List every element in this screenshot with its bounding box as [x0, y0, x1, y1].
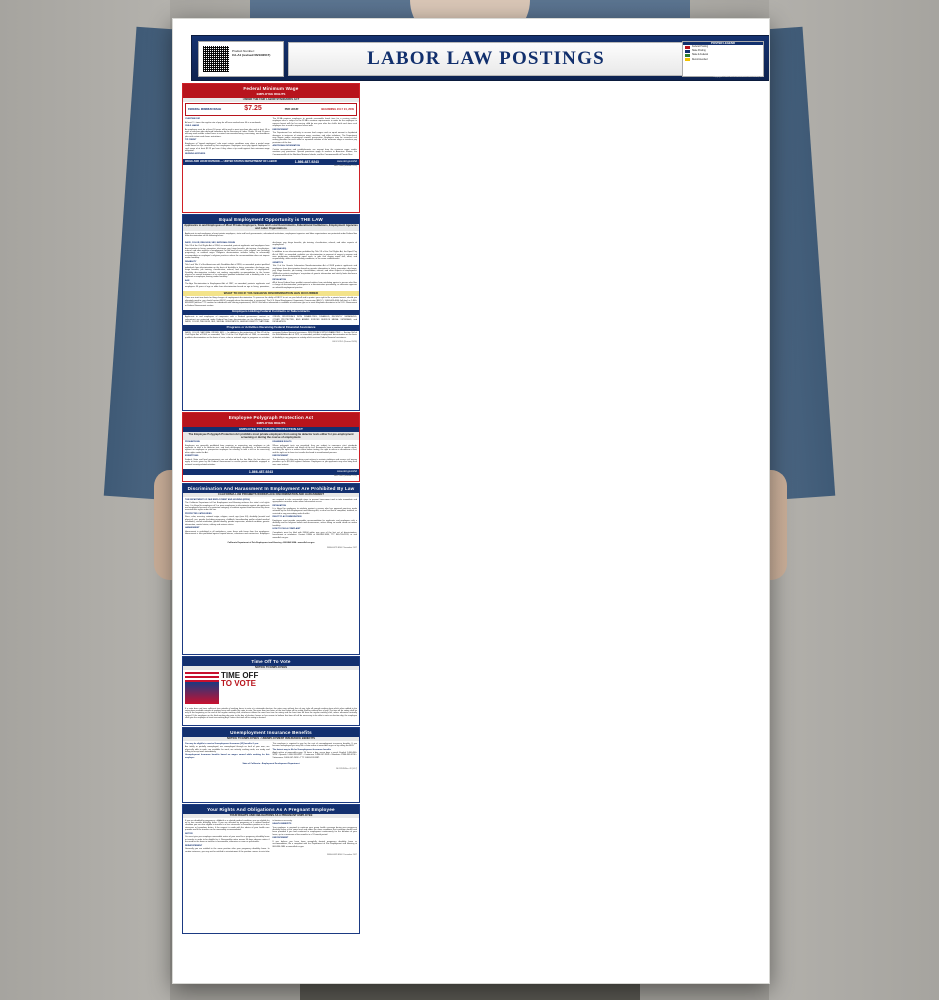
how-to-file-title: WHAT TO DO IF YOU BELIEVE DISCRIMINATION HAS OCCURRED — [183, 291, 359, 296]
section-paragraph: Employers must provide reasonable accommodation for applicants and employees with a disability and for religious beliefs and observances, unless doing so would create an undue hardship. — [272, 519, 357, 527]
section-subtitle: CALIFORNIA LAW PROHIBITS WORKPLACE DISCRIMINATION AND HARASSMENT — [183, 493, 359, 498]
section-heading: ENFORCEMENT — [272, 128, 289, 131]
legend-label: Federal Posting — [692, 46, 709, 49]
section-paragraph: You must give your employer reasonable notice of your need for a pregnancy disability leave or transfer in order to be eligible for it. Reasonable notice means 30 days advance notice if the need for the leave or transfer is foreseeable, otherwise as soon as practicable. — [185, 836, 270, 844]
section-intro: Applicants to and employees of most private employers, state and local governments, educational institutions, employment agencies and labor organizations are protected under Federal law from discrimination on the following bases: — [185, 232, 357, 238]
contact-line: California Department of Fair Employment and Housing • 800-884-1684 • www.dfeh.ca.gov — [227, 541, 315, 544]
section-paragraph: At least 1½ times the regular rate of pay for all hours worked over 40 in a workweek. — [185, 121, 262, 124]
section-paragraph: Where polygraph tests are permitted, they are subject to numerous strict standards concerning the conduct and length of the test. Examinees have a number of specific rights, including the right to a written notice before testing, the right to refuse or discontinue a test, and the right not to have test results disclosed to unauthorized persons. — [272, 444, 357, 454]
section-paragraph: If you believe you have been wrongfully denied pregnancy disability leave or accommodation, file a complaint with the Department of Fair Employment and Housing at 800-884-1684 or www.dfeh.ca.gov. — [272, 840, 357, 848]
form-number: EEOC-P/E-1 (Revised 11/09) — [332, 341, 357, 344]
form-number: DE 1857A Rev. 43 (1-17) — [336, 768, 357, 771]
copyright-text: Copyright © 2017 ELITE BUSINESS VENTURES, INC. — [713, 76, 764, 78]
section-heading: REINSTATEMENT — [185, 844, 203, 847]
section-heading: NURSING MOTHERS — [185, 153, 206, 156]
agency-name: WAGE AND HOUR DIVISION — UNITED STATES DEPARTMENT OF LABOR — [185, 160, 277, 164]
section-title: Federal Minimum Wage — [183, 84, 359, 93]
section-title: Unemployment Insurance Benefits — [183, 728, 359, 737]
section-subtitle: NOTICE TO EMPLOYEES • UNEMPLOYMENT INSURANCE BENEFITS — [183, 737, 359, 742]
page-title — [288, 42, 684, 76]
section-paragraph: An employee must be at least 16 years old to work in most non-farm jobs and at least 18 to work in non-farm jobs declared hazardous by the Secretary of Labor. Youths 14 and 15 years old may work outside school hours in various non-manufacturing, non-mining, non-hazardous jobs with certain work hours restrictions. — [185, 128, 270, 138]
section-paragraph: Employers are generally prohibited from requiring or requesting any employee or job applicant to take a lie detector test, and from discharging, disciplining, or discriminating against an employee or prospective employee for refusing to take a test or for exercising other rights under the Act. — [185, 444, 270, 454]
section-paragraph: Title II of the Genetic Information Nondiscrimination Act of 2008 protects applicants and employees from discrimination based on genetic information in hiring, promotion, discharge, pay, fringe benefits, job training, classification, referral, and other aspects of employment. GINA also restricts employers' acquisition of genetic information and strictly limits disclosure of genetic information. — [272, 265, 357, 277]
section-banner: EMPLOYEE RIGHTS — [183, 422, 359, 427]
poster-sheet — [182, 27, 764, 975]
section-subtitle: YOUR RIGHTS AND OBLIGATIONS AS A PREGNANT EMPLOYEE — [183, 814, 359, 819]
section-paragraph: The California Department of Fair Employment and Housing enforces the state's civil rights laws. It is illegal for employers of 5 or more employees to discriminate against job applicants and employees because of a protected category, or retaliate against them because they have asserted their rights under the law. — [185, 502, 270, 512]
section-title: Equal Employment Opportunity is THE LAW — [183, 215, 359, 224]
legend-label: Recommended — [692, 58, 708, 61]
how-to-file-text: There are strict time limits for filing charges of employment discrimination. To preserve the ability of EEOC to act on your behalf and to protect your right to file a private lawsuit, should you ultimately need to, you should contact EEOC promptly when discrimination is suspected: The U.S. Equal Employment Opportunity Commission (EEOC), 1-800-669-4000 (toll-free) or 1-800-669-6820 (toll-free TTY number for individuals with hearing impairments). EEOC field office information is available at www.eeoc.gov or in most telephone directories in the U.S. Government or Federal Government section. — [185, 297, 357, 307]
footer-phone: 1-866-487-9243 — [248, 469, 274, 474]
section-paragraph: Federal, State and local governments are not affected by the law. Also, the law does not apply to tests given by the Federal Government to certain private individuals engaged in national security-related activities. — [185, 458, 270, 466]
section-subtitle: NOTICE TO EMPLOYEES — [183, 666, 359, 671]
legend-swatch — [685, 54, 690, 57]
section-title: Time Off To Vote — [183, 657, 359, 666]
form-number: WHD 1462 (Revised 07/16) — [333, 474, 357, 477]
section-banner-sub: EMPLOYEE POLYGRAPH PROTECTION ACT — [183, 427, 359, 432]
section-heading: SEX (WAGES) — [272, 247, 287, 250]
wage-label: FEDERAL MINIMUM WAGE — [188, 107, 222, 111]
form-number: DFEH-E09P-ENG / December 2017 — [326, 854, 357, 857]
sub-block-text-2: RACE, COLOR, NATIONAL ORIGIN, SEX — In addition to the protections of Title VII of the Civil Rights Act of 1964, as amended, Title VI of the Civil Rights Act of 1964, as amended, prohibits discrimination on the basis of race, color or national origin in programs or activities receiving Federal financial assistance. INDIVIDUALS WITH DISABILITIES — Section 504 of the Rehabilitation Act of 1973, as amended, prohibits employment discrimination on the basis of disability in any program or activity which receives Federal financial assistance. — [185, 332, 357, 339]
sub-block-title-2: Programs or Activities Receiving Federal Financial Assistance — [183, 325, 359, 330]
legend-swatch — [685, 50, 690, 53]
poster-masthead — [191, 35, 770, 81]
section-heading: RIGHT TO ACCOMMODATION — [272, 516, 302, 519]
section-heading: RETALIATION — [272, 504, 286, 507]
section-subtitle: The Employee Polygraph Protection Act prohibits most private employers from using lie detector tests either for pre-employment screening or during the course of employment. — [183, 432, 359, 440]
section-paragraph: The Age Discrimination in Employment Act of 1967, as amended, protects applicants and employees 40 years of age or older from discrimination based on age in hiring, promotion, discharge, pay, fringe benefits, job training, classification, referral, and other aspects of employment. — [185, 241, 357, 288]
section-paragraph: Apply online at www.edd.ca.gov, 24 hours a day, seven days a week. English 1-800-300-5616 • Spanish 1-800-326-8937 • Cantonese 1-800-547-3506 • Mandarin 1-866-303-0706 • Vietnamese 1-800-547-2058 • TTY 1-800-815-9387. — [272, 752, 357, 759]
section-paragraph: Race, color, ancestry, national origin, religion, creed, age (over 40), disability (mental and physical), sex, gender (including pregnancy, childbirth, breastfeeding and/or related medical conditions), sexual orientation, gender identity, gender expression, medical condition, genetic information, marital status, military and veteran status. — [185, 516, 270, 526]
section-heading: EXAMINEE RIGHTS — [272, 441, 292, 444]
legend-swatch — [685, 46, 690, 49]
footer-phone: 1-866-487-9243 — [294, 159, 319, 164]
section-paragraph: Title I and Title V of the Americans with Disabilities Act of 1990, as amended, protect qualified individuals from discrimination on the basis of disability in hiring, promotion, discharge, pay, fringe benefits, job training, classification, referral, and other aspects of employment. Disability discrimination includes not making reasonable accommodation to the known physical or mental limitations of an otherwise qualified individual with a disability who is an applicant or employee, barring undue hardship. — [185, 264, 270, 279]
section-heading: ENFORCEMENT — [272, 837, 289, 840]
legend-label: State Posting — [692, 50, 706, 53]
section-heading: ADDITIONAL INFORMATION — [272, 145, 300, 148]
product-number-value: CA-A1 (revised 06/13/2017) — [232, 53, 271, 58]
section-paragraph: Employers of "tipped employees" who meet certain conditions may claim a partial wage credit based on tips received by their employees. Employers must pay tipped employees a cash wage of at least $2.13 per hour if they claim a tip credit against their minimum wage obligation. — [185, 142, 270, 152]
section-heading: RACE, COLOR, RELIGION, SEX, NATIONAL ORIGIN — [185, 241, 235, 244]
section-paragraph: It is illegal for employers to retaliate against a person who has opposed practices made unlawful by the Fair Employment and Housing Act, or who has filed a complaint, testified, or assisted in any proceeding under the Act. — [272, 508, 357, 515]
section-heading: AGE — [185, 279, 190, 282]
product-number-label: Product Number: — [232, 49, 255, 53]
poster-section-unemployment-insurance-benefits — [182, 727, 360, 803]
section-paragraph: The Secretary of Labor may bring court actions to restrain violations and assess civil money penalties up to $10,000 against violators. Employees or job applicants may also bring their own court actions. — [272, 458, 357, 466]
product-number-box — [198, 41, 284, 77]
poster-section-time-off-to-vote — [182, 656, 360, 726]
legend-swatch — [685, 58, 690, 61]
section-heading: CHILD LABOR — [185, 125, 200, 128]
legend-item — [683, 58, 763, 62]
section-paragraph: Your employer is required to continue your group health coverage during your pregnancy disability leave at the same level and under the same conditions that coverage would have been provided if you had continued in employment continuously for the duration of your leave, up to a maximum of four months in a 12-month period. — [272, 826, 357, 836]
section-paragraph: Are totally or partially unemployed; are unemployed through no fault of your own; are physically able to work; are available for work; are actively seeking work; are ready and willing to accept work immediately. — [185, 746, 270, 753]
poster-section-federal-minimum-wage — [182, 83, 360, 213]
section-text: If a voter does not have sufficient time outside of working hours to vote at a statewide election, the voter may, without loss of pay, take off enough working time which when added to the voting time available outside of working hours will enable the voter to vote. No more than two hours of the time taken off for voting shall be without loss of pay. The time off for voting shall be only at the beginning or the end of the regular working shift, whichever allows the most free time for voting and the least time off from the regular working shift, unless otherwise mutually agreed. If the employee on the third working day prior to the day of election, knows or has reason to believe that time off will be necessary to be able to vote on election day, the employee shall give the employer at least two working days' notice that time off for voting is desired. — [185, 707, 357, 720]
section-heading: GENETICS — [272, 261, 283, 264]
section-banner: EMPLOYEE RIGHTS — [183, 93, 359, 98]
labor-law-poster — [172, 18, 770, 984]
section-heading: TIP CREDIT — [185, 139, 197, 142]
agency-name: State of California • Employment Development Department — [242, 763, 300, 766]
sub-block-title-1: Employers Holding Federal Contracts or Subcontracts — [183, 310, 359, 315]
section-paragraph: All of these Federal laws prohibit covered entities from retaliating against a person who files a charge of discrimination, participates in a discrimination proceeding, or otherwise opposes an unlawful employment practice. — [272, 282, 357, 289]
page-title-text: LABOR LAW POSTINGS — [367, 47, 605, 69]
section-paragraph: Certain occupations and establishments are exempt from the minimum wage, and/or overtime pay provisions. Special provisions apply to workers in American Samoa, the Commonwealth of the Northern Mariana Islands, and the Commonwealth of Puerto Rico. — [272, 148, 357, 156]
section-paragraph: Generally you are entitled to the same position after your pregnancy disability leave. In certain instances, you may not be entitled to reinstatement if the position ceases to exist due to business necessity. — [185, 819, 293, 853]
poster-section-employee-polygraph-protection-act — [182, 412, 360, 482]
section-heading: THE DEPARTMENT OF FAIR EMPLOYMENT AND HOUSING (DFEH) — [185, 498, 250, 501]
section-paragraph: If you are disabled by pregnancy, childbirth or a related medical condition, you are eligible for up to four months disability leave. If you are affected by pregnancy or a related medical condition you are also eligible to transfer to a less strenuous or hazardous position or to less strenuous or hazardous duties, if the request is made with the advice of your health care provider and if the transfer can be reasonably accommodated. — [185, 819, 270, 832]
section-heading: Unemployment Insurance benefits based on wages earned while working for this employer: — [185, 754, 270, 759]
section-heading: PROHIBITIONS — [185, 441, 200, 444]
section-heading: DISABILITY — [185, 260, 197, 263]
legend-title: POSTER LEGEND — [683, 42, 763, 45]
legend-label: State & Federal — [692, 54, 708, 57]
section-heading: The fastest way to file for Unemployment Insurance benefits — [272, 748, 332, 751]
poster-section-discrimination-harassment-prohibited — [182, 483, 360, 655]
section-heading: RETALIATION — [272, 278, 286, 281]
section-heading: HOW TO FILE A COMPLAINT — [272, 528, 301, 531]
section-paragraph: In addition to sex discrimination prohibited by Title VII of the Civil Rights Act, the Equal Pay Act of 1963, as amended, prohibits sex discrimination in payment of wages to women and men performing substantially equal work, in jobs that require equal skill, effort, and responsibility, under similar working conditions, in the same establishment. — [272, 251, 357, 261]
section-title: Your Rights And Obligations As A Pregnant Employee — [183, 805, 359, 814]
form-number: WHD 1088 (Revised 07/16) — [333, 164, 357, 167]
section-paragraph: The Department has authority to recover back wages and an equal amount in liquidated damages in instances of minimum wage, overtime, and other violations. The Department may litigate and/or recommend criminal prosecution. Employers may be assessed civil money penalties for each willful or repeated violation of the minimum wage or overtime pay provisions of the law. — [272, 132, 357, 144]
section-heading: ENFORCEMENT — [272, 455, 289, 458]
section-heading: EXEMPTIONS — [185, 455, 199, 458]
flag-graphic-lower — [185, 682, 219, 704]
form-number: DFEH-E07P-ENG / November 2017 — [326, 546, 357, 549]
footer-url: www.dol.gov/whd — [336, 470, 357, 474]
section-heading: HEALTH BENEFITS — [272, 823, 292, 826]
section-subtitle: Applicants to and Employees of Most Private Employers, State and Local Governments, Educational Institutions, Employment Agencies and Labor Organizations — [184, 224, 358, 231]
poster-section-eeo-is-the-law — [182, 214, 360, 411]
section-heading: You may be eligible to receive Unemployment Insurance (UI) benefits if you: — [185, 742, 259, 745]
footer-url: www.dol.gov/whd — [336, 160, 357, 164]
section-paragraph: The FLSA requires employers to provide reasonable break time for a nursing mother employee who is subject to the FLSA's overtime requirements in order for the employee to express breast milk for her nursing child for one year after the child's birth each time such employee has a need to express breast milk. — [272, 118, 357, 128]
vote-headline-1: TIME OFF — [221, 671, 259, 681]
section-heading: PROTECTED CATEGORIES — [185, 512, 212, 515]
poster-legend — [682, 41, 764, 77]
section-heading: NOTICE — [185, 832, 193, 835]
section-paragraph: Harassment is prohibited in all workplaces, even those with fewer than five employees. Harassment is also prohibited against unpaid interns, volunteers and contractors. Employers are required to take reasonable steps to prevent harassment and to take immediate and appropriate corrective action when harassment occurs. — [185, 498, 357, 535]
wage-value: $7.25 — [244, 105, 262, 113]
vote-headline-2: TO VOTE — [221, 679, 256, 689]
section-title: Employee Polygraph Protection Act — [183, 413, 359, 422]
section-title: Discrimination And Harassment In Employment Are Prohibited By Law — [183, 484, 359, 493]
section-paragraph: Complaints must be filed with DFEH within one year of the last act of discrimination, harassment or retaliation. Contact DFEH at 800-884-1684, TTY 800-700-2320, or visit www.dfeh.ca.gov. — [272, 531, 357, 539]
section-subtitle: UNDER THE FAIR LABOR STANDARDS ACT — [183, 98, 359, 103]
sub-block-text-1: Applicants to and employees of companies with a Federal government contract or subcontract are protected under Federal law from discrimination on the following bases: RACE, COLOR, RELIGION, SEX, SEXUAL ORIENTATION, GENDER IDENTITY, NATIONAL ORIGIN; INDIVIDUALS WITH DISABILITIES; DISABLED, RECENTLY SEPARATED, OTHER PROTECTED, AND ARMED FORCES SERVICE MEDAL VETERANS; and RETALIATION. — [185, 316, 357, 323]
section-paragraph: This employer is required to pay for the cost of unemployment insurance benefits. If you become unemployed you may file a claim online at www.edd.ca.gov or by calling the EDD. — [272, 742, 357, 748]
poster-section-pregnant-employee-rights — [182, 804, 360, 934]
section-paragraph: Title VII of the Civil Rights Act of 1964, as amended, protects applicants and employees from discrimination in hiring, promotion, discharge, pay, fringe benefits, job training, classification, referral, and other aspects of employment, on the basis of race, color, religion, sex (including pregnancy), or national origin. Religious discrimination includes failing to reasonably accommodate an employee's religious practices where the accommodation does not impose undue hardship. — [185, 245, 270, 260]
wage-unit: PER HOUR — [284, 107, 299, 111]
wage-effective: BEGINNING JULY 24, 2009 — [321, 107, 354, 111]
flag-graphic — [185, 672, 219, 682]
section-heading: OVERTIME PAY — [185, 118, 201, 121]
qr-code-icon — [203, 46, 229, 72]
section-heading: HARASSMENT — [185, 527, 200, 530]
